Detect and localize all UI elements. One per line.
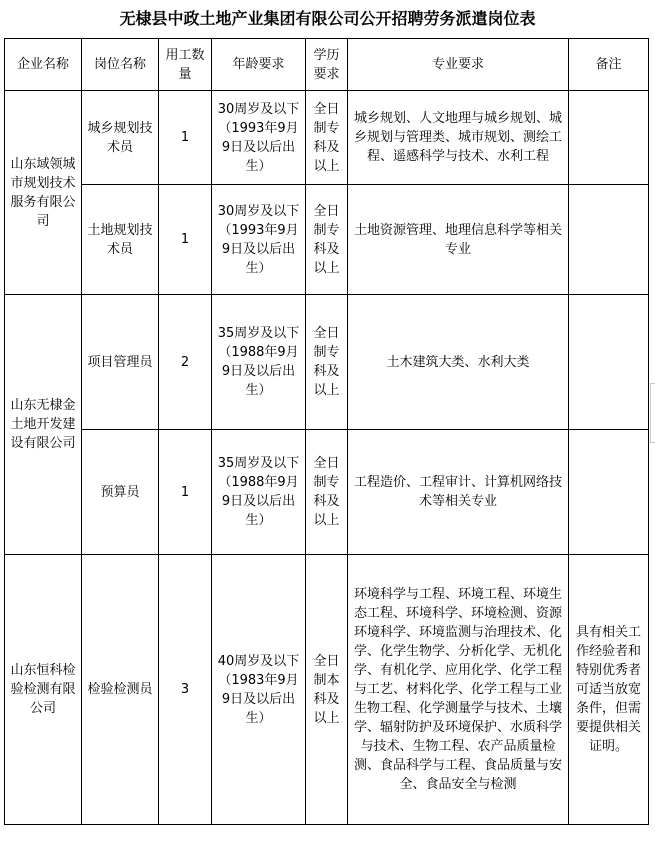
- remark: 具有相关工作经验者和特别优秀者可适当放宽条件，但需要提供相关证明。: [569, 555, 649, 825]
- position-count: 1: [159, 430, 212, 555]
- remark: [569, 91, 649, 185]
- major-requirement: 土木建筑大类、水利大类: [348, 295, 569, 430]
- position-name: 项目管理员: [82, 295, 159, 430]
- table-row: [5, 295, 649, 430]
- header-count: 用工数量: [159, 39, 212, 91]
- age-requirement: 35周岁及以下（1988年9月9日及以后出生）: [212, 295, 306, 430]
- company-name: 山东无棣金土地开发建设有限公司: [5, 295, 82, 555]
- remark: [569, 185, 649, 295]
- page-title: 无棣县中政土地产业集团有限公司公开招聘劳务派遣岗位表: [119, 9, 536, 28]
- header-education: 学历要求: [306, 39, 348, 91]
- position-count: 1: [159, 185, 212, 295]
- remark: [569, 295, 649, 430]
- position-name: 预算员: [82, 430, 159, 555]
- table-row: [5, 91, 649, 185]
- major-requirement: 环境科学与工程、环境工程、环境生态工程、环境科学、环境检测、资源环境科学、环境监测与治理技术、化学、化学生物学、分析化学、无机化学、有机化学、应用化学、化学工程与工艺、材料化学、化学工程与工业生物工程、化学测量学与技术、土壤学、辐射防护及环境保护、水质科学与技术、生物工程、农产品质量检测、食品科学与工程、食品质量与安全、食品安全与检测: [348, 555, 569, 825]
- remark: [569, 430, 649, 555]
- education-requirement: 全日制专科及以上: [306, 91, 348, 185]
- header-position: 岗位名称: [82, 39, 159, 91]
- header-age: 年龄要求: [212, 39, 306, 91]
- company-name: 山东恒科检验检测有限公司: [5, 555, 82, 825]
- header-major: 专业要求: [348, 39, 569, 91]
- position-name: 城乡规划技术员: [82, 91, 159, 185]
- position-count: 2: [159, 295, 212, 430]
- positions-table: [4, 38, 649, 825]
- company-name: 山东域领城市规划技术服务有限公司: [5, 91, 82, 295]
- position-count: 1: [159, 91, 212, 185]
- age-requirement: 30周岁及以下（1993年9月9日及以后出生）: [212, 185, 306, 295]
- table-row: [5, 555, 649, 825]
- position-count: 3: [159, 555, 212, 825]
- major-requirement: 城乡规划、人文地理与城乡规划、城乡规划与管理类、城市规划、测绘工程、遥感科学与技术、水利工程: [348, 91, 569, 185]
- education-requirement: 全日制专科及以上: [306, 295, 348, 430]
- position-name: 土地规划技术员: [82, 185, 159, 295]
- header-row: [5, 39, 649, 91]
- header-remark: 备注: [569, 39, 649, 91]
- education-requirement: 全日制专科及以上: [306, 430, 348, 555]
- table-row: [5, 185, 649, 295]
- age-requirement: 40周岁及以下（1983年9月9日及以后出生）: [212, 555, 306, 825]
- major-requirement: 工程造价、工程审计、计算机网络技术等相关专业: [348, 430, 569, 555]
- header-company: 企业名称: [5, 39, 82, 91]
- table-row: [5, 430, 649, 555]
- education-requirement: 全日制专科及以上: [306, 185, 348, 295]
- age-requirement: 30周岁及以下（1993年9月9日及以后出生）: [212, 91, 306, 185]
- edge-marker: [650, 383, 655, 443]
- position-name: 检验检测员: [82, 555, 159, 825]
- age-requirement: 35周岁及以下（1988年9月9日及以后出生）: [212, 430, 306, 555]
- major-requirement: 土地资源管理、地理信息科学等相关专业: [348, 185, 569, 295]
- education-requirement: 全日制本科及以上: [306, 555, 348, 825]
